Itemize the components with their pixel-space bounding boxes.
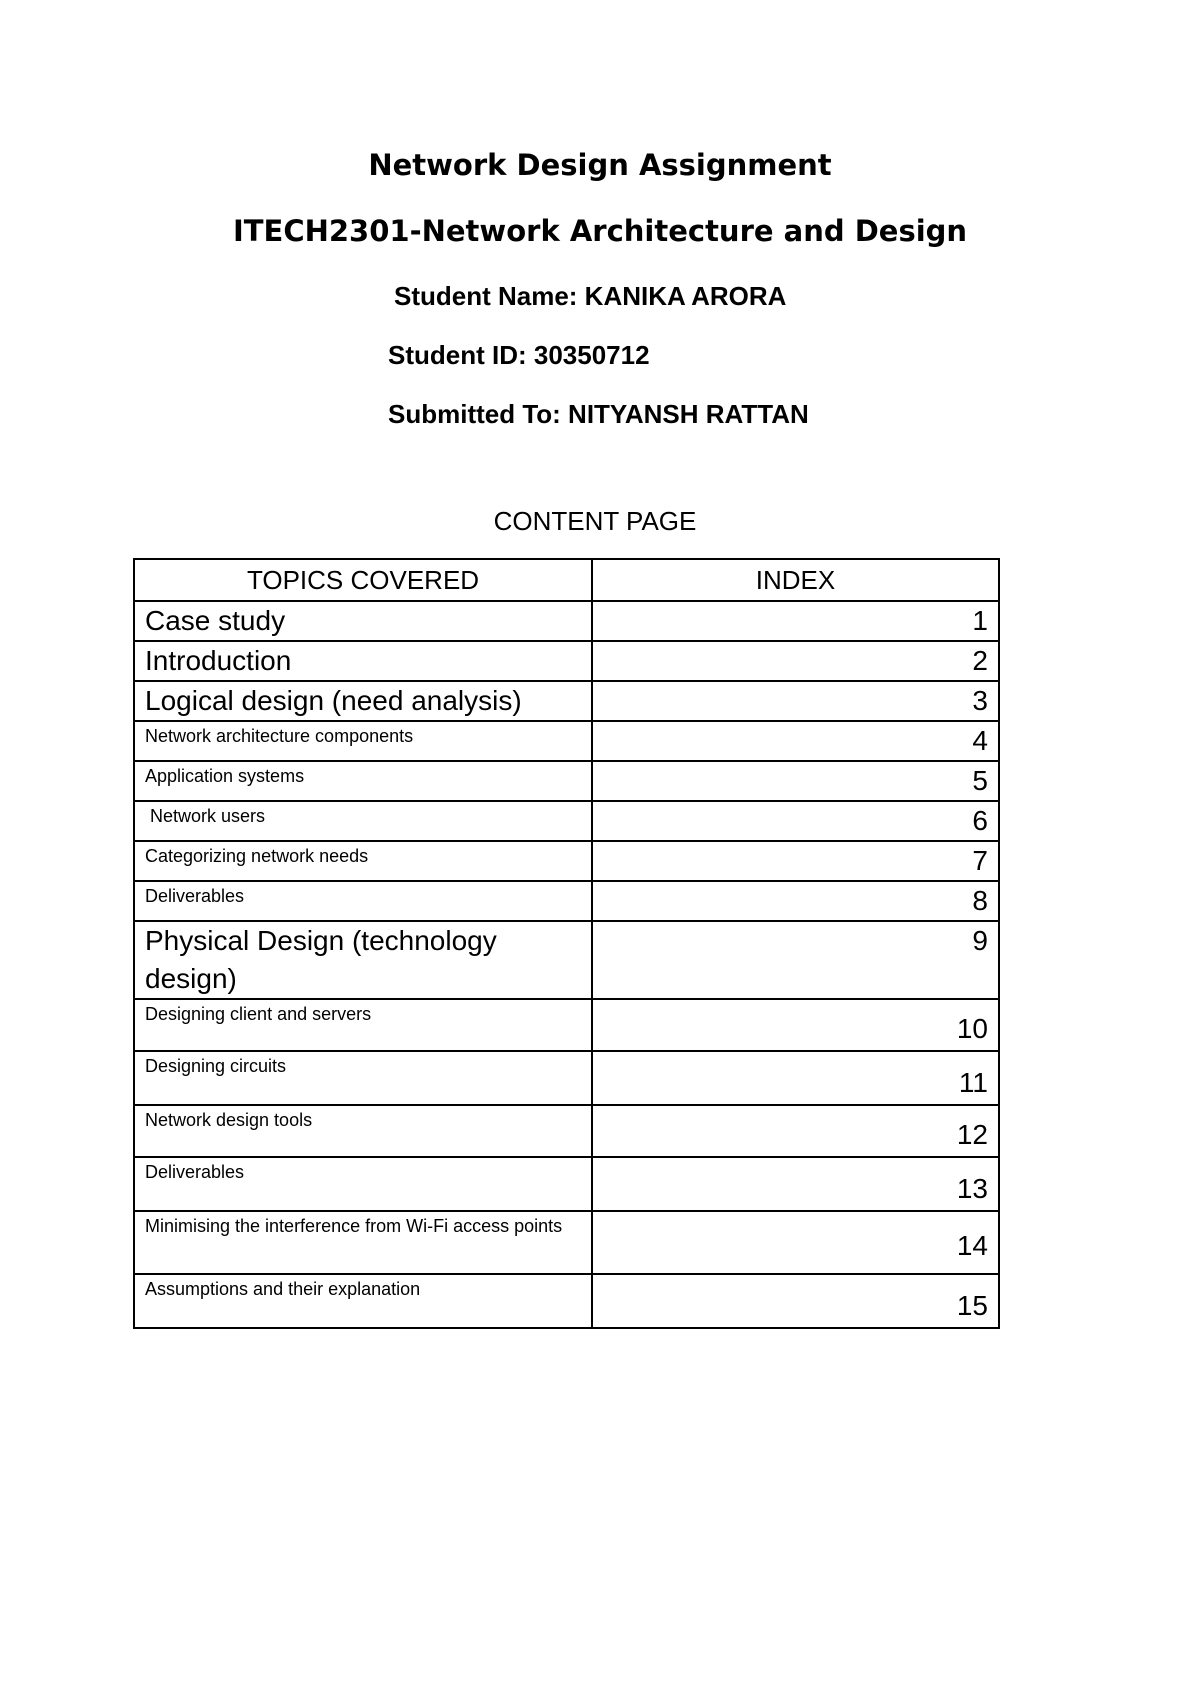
course-title: ITECH2301-Network Architecture and Design [232, 214, 968, 248]
topic-cell: Network users [134, 801, 592, 841]
table-row [134, 681, 999, 721]
content-page-heading: CONTENT PAGE [493, 506, 697, 536]
index-cell: 15 [592, 1274, 999, 1328]
table-row [134, 881, 999, 921]
table-row [134, 1211, 999, 1274]
topic-cell: Designing circuits [134, 1051, 592, 1105]
index-cell: 4 [592, 721, 999, 761]
topic-cell: Minimising the interference from Wi-Fi access points [134, 1211, 592, 1274]
index-cell: 5 [592, 761, 999, 801]
table-row [134, 921, 999, 999]
student-name: Student Name: KANIKA ARORA [394, 281, 787, 311]
topic-cell: Application systems [134, 761, 592, 801]
table-row [134, 1051, 999, 1105]
table-row [134, 999, 999, 1051]
index-cell: 8 [592, 881, 999, 921]
topic-cell: Deliverables [134, 1157, 592, 1211]
topic-cell: Deliverables [134, 881, 592, 921]
index-cell: 2 [592, 641, 999, 681]
topic-cell: Network architecture components [134, 721, 592, 761]
column-header-index: INDEX [592, 559, 999, 601]
table-row [134, 1157, 999, 1211]
index-cell: 12 [592, 1105, 999, 1157]
table-row [134, 801, 999, 841]
topic-cell: Physical Design (technology design) [134, 921, 592, 999]
index-cell: 11 [592, 1051, 999, 1105]
topic-cell: Assumptions and their explanation [134, 1274, 592, 1328]
table-row [134, 721, 999, 761]
table-row [134, 761, 999, 801]
topic-cell: Categorizing network needs [134, 841, 592, 881]
index-cell: 13 [592, 1157, 999, 1211]
topic-cell: Logical design (need analysis) [134, 681, 592, 721]
index-cell: 14 [592, 1211, 999, 1274]
student-id: Student ID: 30350712 [388, 340, 650, 370]
index-cell: 10 [592, 999, 999, 1051]
index-cell: 6 [592, 801, 999, 841]
topic-cell: Network design tools [134, 1105, 592, 1157]
topic-cell: Designing client and servers [134, 999, 592, 1051]
table-row [134, 841, 999, 881]
submitted-to: Submitted To: NITYANSH RATTAN [388, 399, 809, 429]
table-header-row [134, 559, 999, 601]
index-cell: 3 [592, 681, 999, 721]
table-row [134, 1105, 999, 1157]
column-header-topics: TOPICS COVERED [134, 559, 592, 601]
topic-cell: Introduction [134, 641, 592, 681]
table-row [134, 641, 999, 681]
document-title: Network Design Assignment [368, 148, 832, 182]
index-cell: 1 [592, 601, 999, 641]
topic-cell: Case study [134, 601, 592, 641]
table-row [134, 1274, 999, 1328]
index-cell: 7 [592, 841, 999, 881]
contents-table [133, 558, 1000, 1329]
table-row [134, 601, 999, 641]
index-cell: 9 [592, 921, 999, 999]
